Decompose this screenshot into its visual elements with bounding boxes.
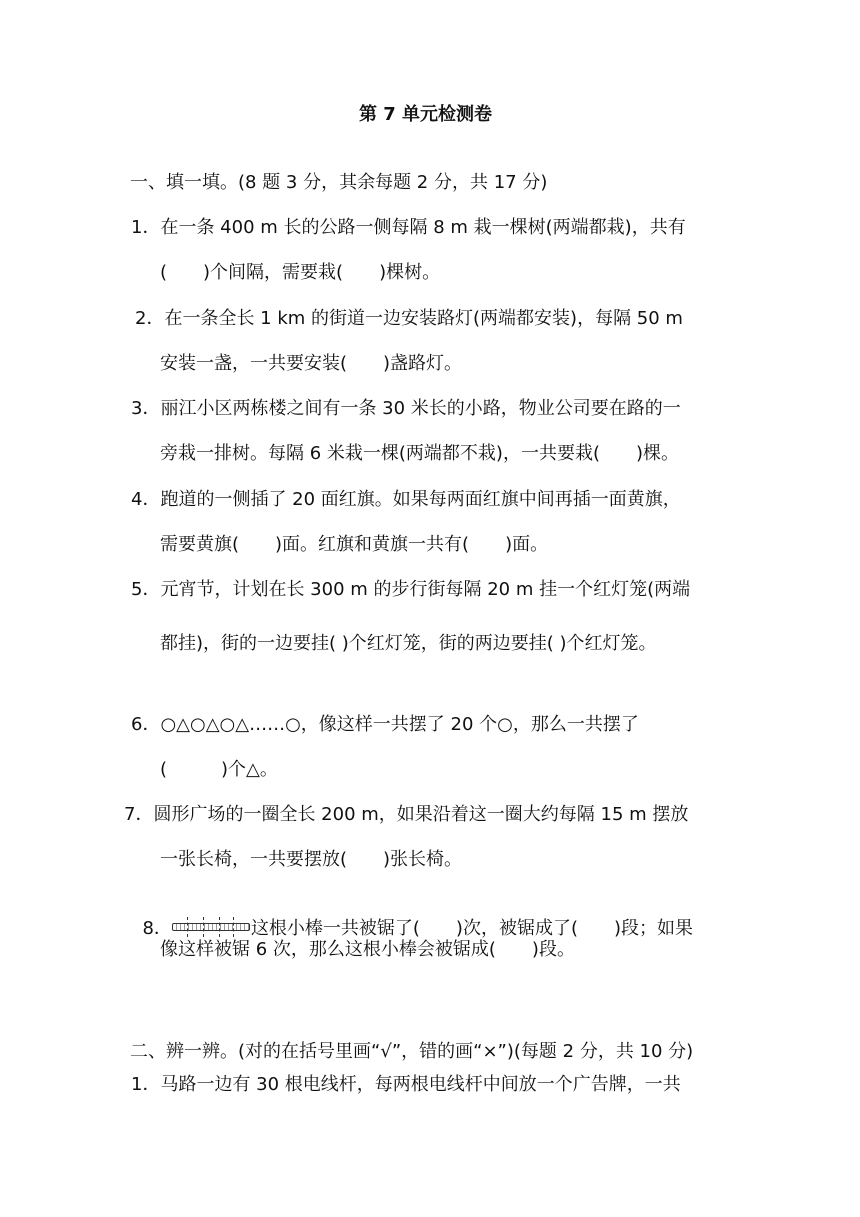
q5-line1: 5．元宵节，计划在长 300 m 的步行街每隔 20 m 挂一个红灯笼(两端 [131, 579, 691, 600]
q2-line2: 安装一盏，一共要安装( )盏路灯。 [160, 353, 463, 374]
section2-header: 二、辨一辨。(对的在括号里画“√”，错的画“×”)(每题 2 分，共 10 分) [130, 1041, 694, 1062]
q6-line1: 6．○△○△○△……○，像这样一共摆了 20 个○，那么一共摆了 [131, 714, 639, 735]
q6-line2: ( )个△。 [160, 759, 278, 780]
q4-line1: 4．跑道的一侧插了 20 面红旗。如果每两面红旗中间再插一面黄旗， [131, 489, 681, 510]
page-title: 第 7 单元检测卷 [359, 104, 493, 125]
q8-line1-text: 这根小棒一共被锯了( )次，被锯成了( )段；如果 [250, 918, 693, 939]
q7-line1: 7．圆形广场的一圈全长 200 m，如果沿着这一圈大约每隔 15 m 摆放 [124, 804, 689, 825]
q1-line2: ( )个间隔，需要栽( )棵树。 [160, 262, 441, 283]
q8-line2: 像这样被锯 6 次，那么这根小棒会被锯成( )段。 [160, 939, 575, 960]
q3-line2: 旁栽一排树。每隔 6 米栽一棵(两端都不栽)，一共要栽( )棵。 [160, 443, 679, 464]
q8-number: 8． [142, 918, 172, 939]
q3-line1: 3．丽江小区两栋楼之间有一条 30 米长的小路，物业公司要在路的一 [131, 398, 681, 419]
q4-line2: 需要黄旗( )面。红旗和黄旗一共有( )面。 [160, 534, 549, 555]
stick-figure [172, 923, 250, 931]
q8-line1 [131, 893, 693, 941]
q7-line2: 一张长椅，一共要摆放( )张长椅。 [160, 849, 463, 870]
q1-line1: 1．在一条 400 m 长的公路一侧每隔 8 m 栽一棵树(两端都栽)，共有 [131, 217, 686, 238]
q5-line2: 都挂)，街的一边要挂( )个红灯笼，街的两边要挂( )个红灯笼。 [160, 633, 657, 654]
section2-q1-line1: 1．马路一边有 30 根电线杆，每两根电线杆中间放一个广告牌，一共 [131, 1074, 681, 1095]
q2-line1: 2．在一条全长 1 km 的街道一边安装路灯(两端都安装)，每隔 50 m [135, 308, 683, 329]
section1-header: 一、填一填。(8 题 3 分，其余每题 2 分，共 17 分) [130, 172, 548, 193]
